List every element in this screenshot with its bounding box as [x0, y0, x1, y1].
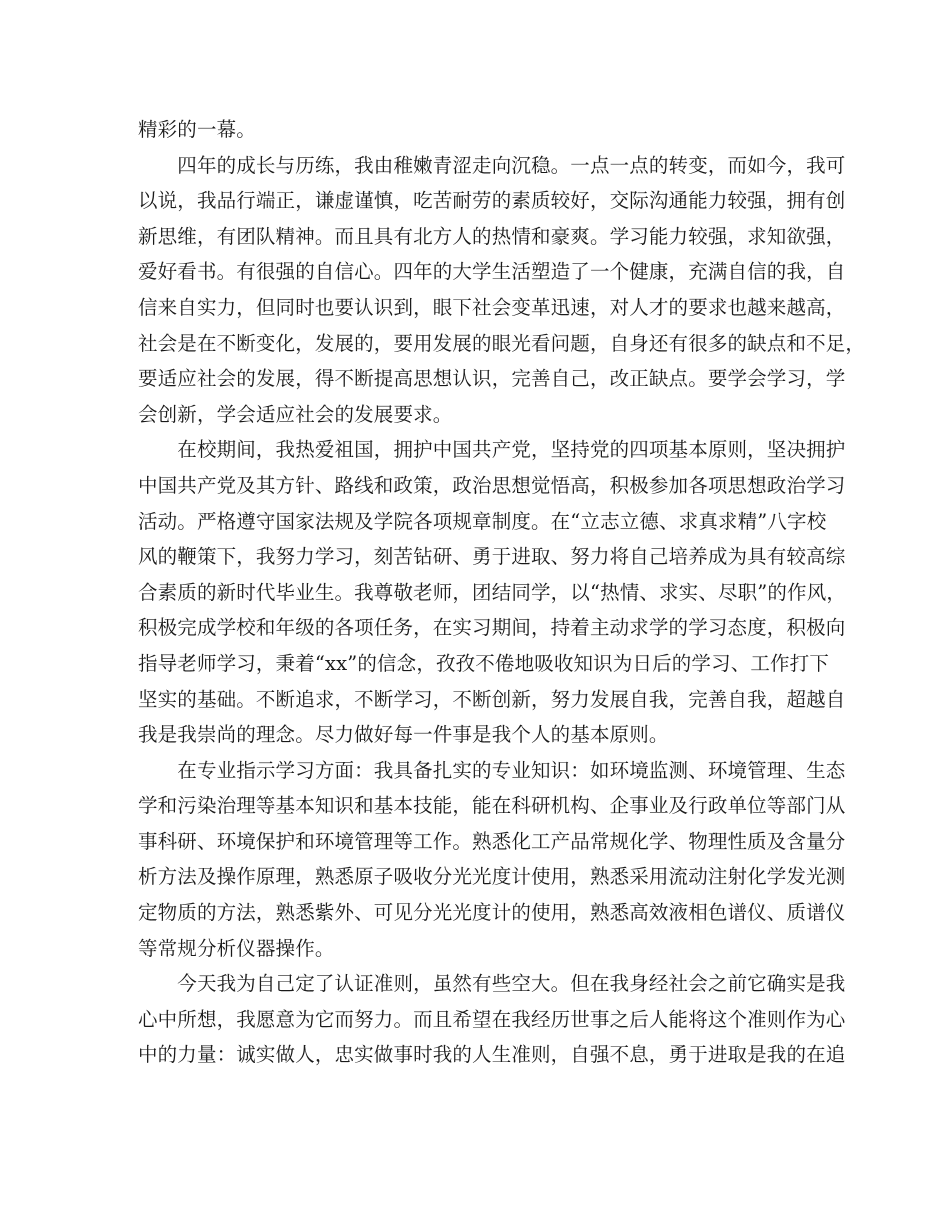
text-line: 风的鞭策下，我努力学习，刻苦钻研、勇于进取、努力将自己培养成为具有较高综 [138, 545, 846, 569]
text-line: 精彩的一幕。 [138, 118, 256, 141]
text-line: 今天我为自己定了认证准则，虽然有些空大。但在我身经社会之前它确实是我 [138, 972, 846, 996]
text-line: 等常规分析仪器操作。 [138, 936, 335, 960]
text-line: 以说，我品行端正，谦虚谨慎，吃苦耐劳的素质较好，交际沟通能力较强，拥有创 [138, 189, 846, 213]
text-line: 合素质的新时代毕业生。我尊敬老师，团结同学，以“热情、求实、尽职”的作风， [138, 580, 846, 604]
text-line: 在校期间，我热爱祖国，拥护中国共产党，坚持党的四项基本原则，坚决拥护 [138, 438, 846, 462]
text-line: 中的力量：诚实做人，忠实做事时我的人生准则，自强不息，勇于进取是我的在追 [138, 1043, 846, 1067]
text-line: 中国共产党及其方针、路线和政策，政治思想觉悟高，积极参加各项思想政治学习 [138, 473, 846, 497]
text-line: 指导老师学习，秉着“xx”的信念，孜孜不倦地吸收知识为日后的学习、工作打下 [138, 651, 829, 675]
text-line: 在专业指示学习方面：我具备扎实的专业知识：如环境监测、环境管理、生态 [138, 758, 846, 782]
body-text [138, 112, 866, 1073]
text-line: 学和污染治理等基本知识和基本技能，能在科研机构、企事业及行政单位等部门从 [138, 794, 846, 818]
text-line: 新思维，有团队精神。而且具有北方人的热情和豪爽。学习能力较强，求知欲强， [138, 224, 846, 248]
text-line: 心中所想，我愿意为它而努力。而且希望在我经历世事之后人能将这个准则作为心 [138, 1007, 846, 1031]
text-line: 析方法及操作原理，熟悉原子吸收分光光度计使用，熟悉采用流动注射化学发光测 [138, 865, 846, 889]
text-line: 四年的成长与历练，我由稚嫩青涩走向沉稳。一点一点的转变，而如今，我可 [138, 153, 846, 177]
text-line: 定物质的方法，熟悉紫外、可见分光光度计的使用，熟悉高效液相色谱仪、质谱仪 [138, 901, 846, 925]
text-line: 会创新，学会适应社会的发展要求。 [138, 402, 453, 426]
text-line: 事科研、环境保护和环境管理等工作。熟悉化工产品常规化学、物理性质及含量分 [138, 829, 846, 853]
text-line: 坚实的基础。不断追求，不断学习，不断创新，努力发展自我，完善自我，超越自 [138, 687, 846, 711]
text-line: 爱好看书。有很强的自信心。四年的大学生活塑造了一个健康，充满自信的我，自 [138, 260, 846, 284]
text-line: 我是我崇尚的理念。尽力做好每一件事是我个人的基本原则。 [138, 723, 669, 747]
text-line: 信来自实力，但同时也要认识到，眼下社会变革迅速，对人才的要求也越来越高， [138, 295, 846, 319]
text-line: 社会是在不断变化，发展的，要用发展的眼光看问题，自身还有很多的缺点和不足， [138, 331, 866, 355]
text-line: 积极完成学校和年级的各项任务，在实习期间，持着主动求学的学习态度，积极向 [138, 616, 846, 640]
text-line: 要适应社会的发展，得不断提高思想认识，完善自己，改正缺点。要学会学习，学 [138, 367, 846, 391]
text-line: 活动。严格遵守国家法规及学院各项规章制度。在“立志立德、求真求精”八字校 [138, 509, 827, 533]
